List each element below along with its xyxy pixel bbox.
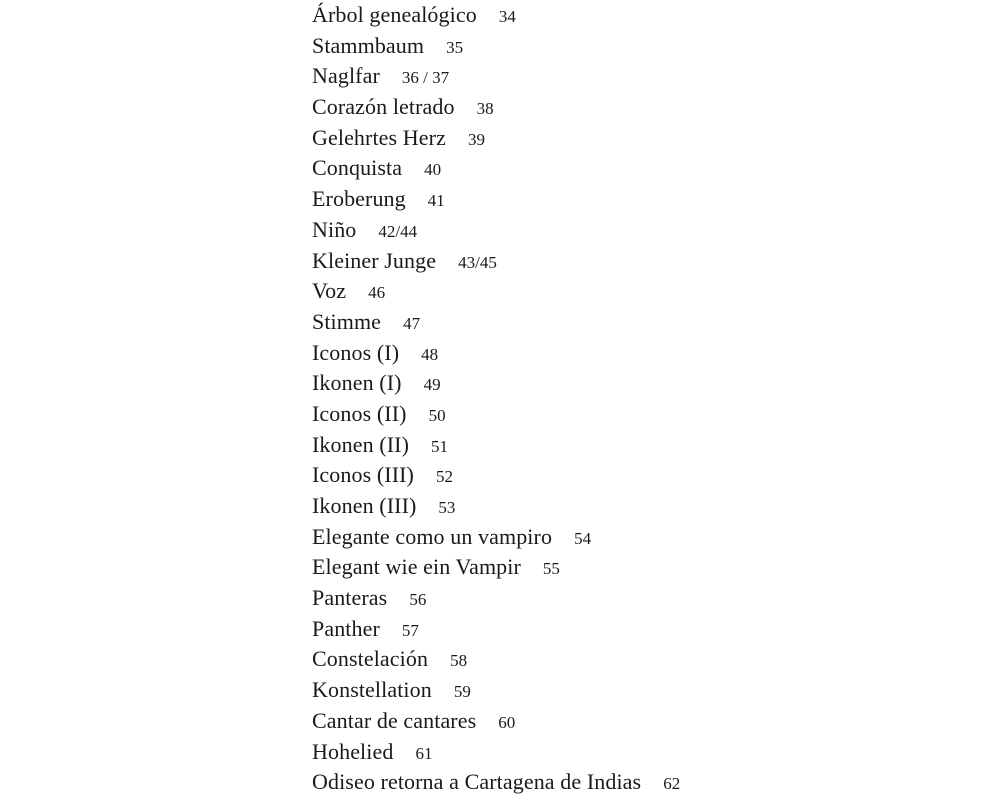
toc-entry [312,737,680,768]
toc-entry [312,184,680,215]
toc-entry [312,31,680,62]
toc-entry [312,767,680,798]
toc-entry [312,61,680,92]
entry-page-number: 55 [542,559,560,579]
entry-title: Panteras [312,585,388,611]
toc-entry [312,644,680,675]
entry-page-number: 47 [403,313,421,333]
toc-entry [312,675,680,706]
entry-page-number: 58 [450,651,468,671]
toc-entry [312,276,680,307]
entry-page-number: 39 [467,129,485,149]
toc-entry [312,307,680,338]
entry-title: Niño [312,216,357,242]
entry-page-number: 51 [431,436,448,456]
entry-title: Gelehrtes Herz [312,124,446,150]
toc-entry [312,491,680,522]
toc-entry [312,0,680,31]
entry-title: Stimme [312,308,382,334]
entry-page-number: 46 [368,283,386,303]
entry-title: Naglfar [312,63,380,89]
table-of-contents [312,0,680,798]
toc-entry [312,430,680,461]
entry-page-number: 57 [401,620,419,640]
entry-title: Elegant wie ein Vampir [312,554,521,580]
entry-title: Ikonen (I) [312,370,402,396]
entry-title: Kleiner Junge [312,247,437,273]
entry-title: Ikonen (III) [312,493,417,518]
entry-page-number: 56 [409,590,427,610]
toc-entry [312,706,680,737]
entry-title: Panther [312,615,380,641]
entry-page-number: 61 [415,743,433,763]
entry-page-number: 50 [428,405,446,425]
entry-title: Eroberung [312,186,406,212]
entry-title: Odiseo retorna a Cartagena de Indias [312,769,642,795]
entry-page-number: 53 [438,498,456,517]
entry-title: Constelación [312,646,429,672]
toc-entry [312,552,680,583]
entry-title: Voz [312,278,347,304]
entry-title: Árbol genealógico [312,2,477,27]
entry-title: Iconos (III) [312,462,414,488]
entry-page-number: 54 [574,528,592,548]
entry-page-number: 60 [498,712,516,732]
entry-title: Elegante como un vampiro [312,523,553,549]
entry-title: Hohelied [312,738,394,764]
entry-title: Conquista [312,155,403,181]
entry-page-number: 42/44 [378,221,418,241]
entry-page-number: 62 [663,774,681,794]
entry-title: Konstellation [312,677,432,703]
toc-entry [312,614,680,645]
entry-page-number: 36 / 37 [401,68,450,88]
entry-title: Ikonen (II) [312,431,409,457]
entry-page-number: 35 [446,37,464,57]
toc-entry [312,522,680,553]
toc-entry [312,123,680,154]
toc-entry [312,368,680,399]
entry-page-number: 48 [421,344,439,364]
toc-entry [312,460,680,491]
entry-page-number: 59 [453,682,471,702]
entry-title: Iconos (I) [312,339,400,365]
entry-page-number: 38 [476,99,494,119]
toc-entry [312,153,680,184]
toc-entry [312,246,680,277]
entry-page-number: 34 [498,7,516,26]
toc-entry [312,583,680,614]
entry-title: Iconos (II) [312,400,407,426]
entry-page-number: 40 [424,160,442,180]
toc-entry [312,215,680,246]
entry-page-number: 41 [427,191,445,211]
toc-entry [312,338,680,369]
entry-title: Stammbaum [312,32,425,58]
entry-title: Cantar de cantares [312,707,477,733]
entry-page-number: 49 [423,375,441,395]
entry-page-number: 43/45 [458,252,497,272]
toc-entry [312,92,680,123]
entry-page-number: 52 [435,467,453,487]
entry-title: Corazón letrado [312,94,455,120]
toc-entry [312,399,680,430]
